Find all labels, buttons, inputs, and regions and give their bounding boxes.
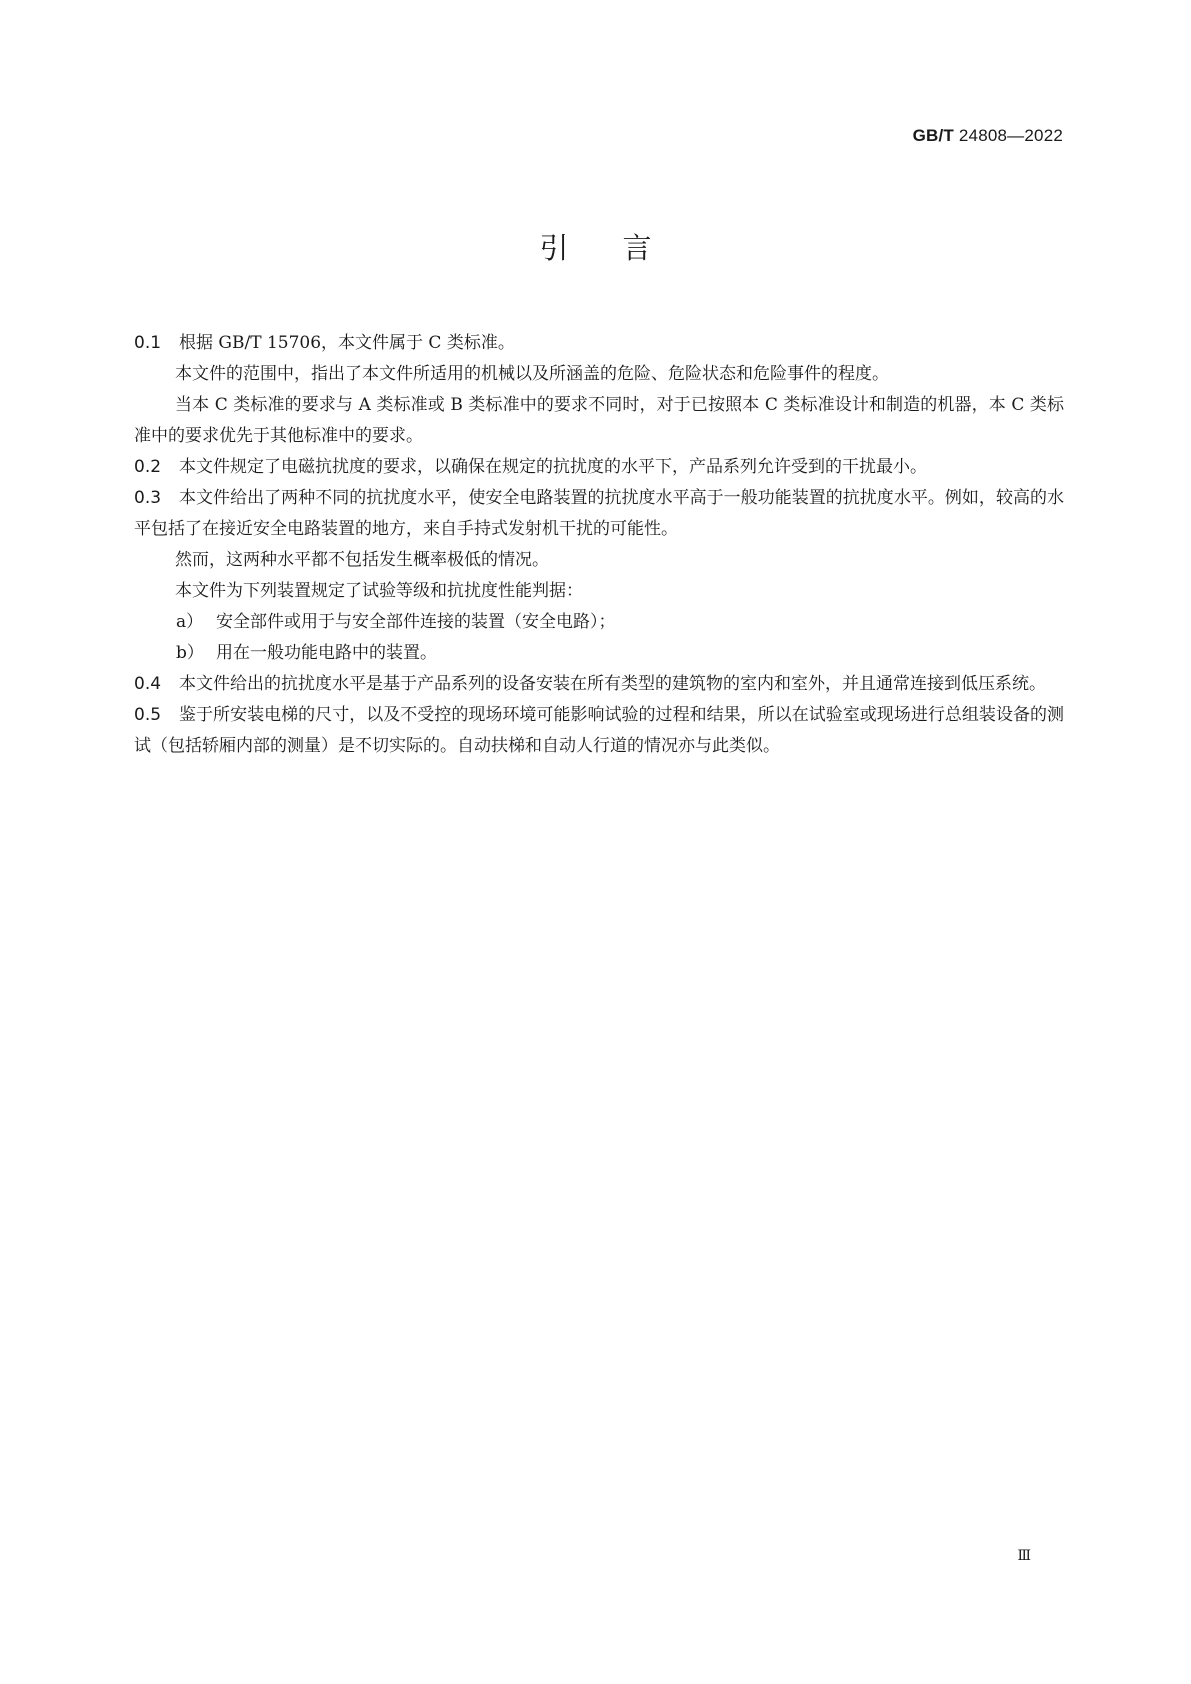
document-body	[134, 328, 1064, 762]
clause-number: 0.4	[134, 674, 162, 694]
clause-text: 本文件给出的抗扰度水平是基于产品系列的设备安装在所有类型的建筑物的室内和室外，并且通常连接到低压系统。	[179, 674, 1046, 694]
standard-code-number: 24808—2022	[953, 126, 1063, 145]
list-item-b	[134, 638, 1064, 669]
clause-0-1	[134, 328, 1064, 359]
list-item-a	[134, 607, 1064, 638]
page-title: 引言	[539, 231, 706, 265]
paragraph: 当本 C 类标准的要求与 A 类标准或 B 类标准中的要求不同时，对于已按照本 C 类标准设计和制造的机器，本 C 类标准中的要求优先于其他标准中的要求。	[134, 395, 1064, 446]
clause-0-5	[134, 700, 1064, 762]
list-item-text: 安全部件或用于与安全部件连接的装置（安全电路）；	[216, 612, 616, 632]
paragraph: 然而，这两种水平都不包括发生概率极低的情况。	[175, 550, 549, 570]
clause-number: 0.2	[134, 457, 162, 477]
clause-text: 根据 GB/T 15706，本文件属于 C 类标准。	[179, 333, 515, 353]
list-marker: b）	[176, 643, 204, 663]
paragraph: 本文件的范围中，指出了本文件所适用的机械以及所涵盖的危险、危险状态和危险事件的程度。	[175, 364, 889, 384]
clause-0-4	[134, 669, 1064, 700]
clause-text: 本文件给出了两种不同的抗扰度水平，使安全电路装置的抗扰度水平高于一般功能装置的抗扰度水平。例如，较高的水平包括了在接近安全电路装置的地方，来自手持式发射机干扰的可能性。	[134, 488, 1064, 539]
clause-text: 本文件规定了电磁抗扰度的要求，以确保在规定的抗扰度的水平下，产品系列允许受到的干扰最小。	[179, 457, 927, 477]
page-number: Ⅲ	[1017, 1548, 1031, 1564]
clause-number: 0.3	[134, 488, 162, 508]
list-marker: a）	[176, 612, 204, 632]
standard-code-prefix: GB/T	[912, 126, 954, 145]
clause-0-2	[134, 452, 1064, 483]
clause-number: 0.1	[134, 333, 162, 353]
paragraph: 本文件为下列装置规定了试验等级和抗扰度性能判据：	[175, 581, 583, 601]
clause-number: 0.5	[134, 705, 162, 725]
clause-text: 鉴于所安装电梯的尺寸，以及不受控的现场环境可能影响试验的过程和结果，所以在试验室或现场进行总组装设备的测试（包括轿厢内部的测量）是不切实际的。自动扶梯和自动人行道的情况亦与此类似。	[134, 705, 1064, 756]
clause-0-3	[134, 483, 1064, 545]
list-item-text: 用在一般功能电路中的装置。	[216, 643, 437, 663]
standard-code	[913, 126, 1063, 146]
